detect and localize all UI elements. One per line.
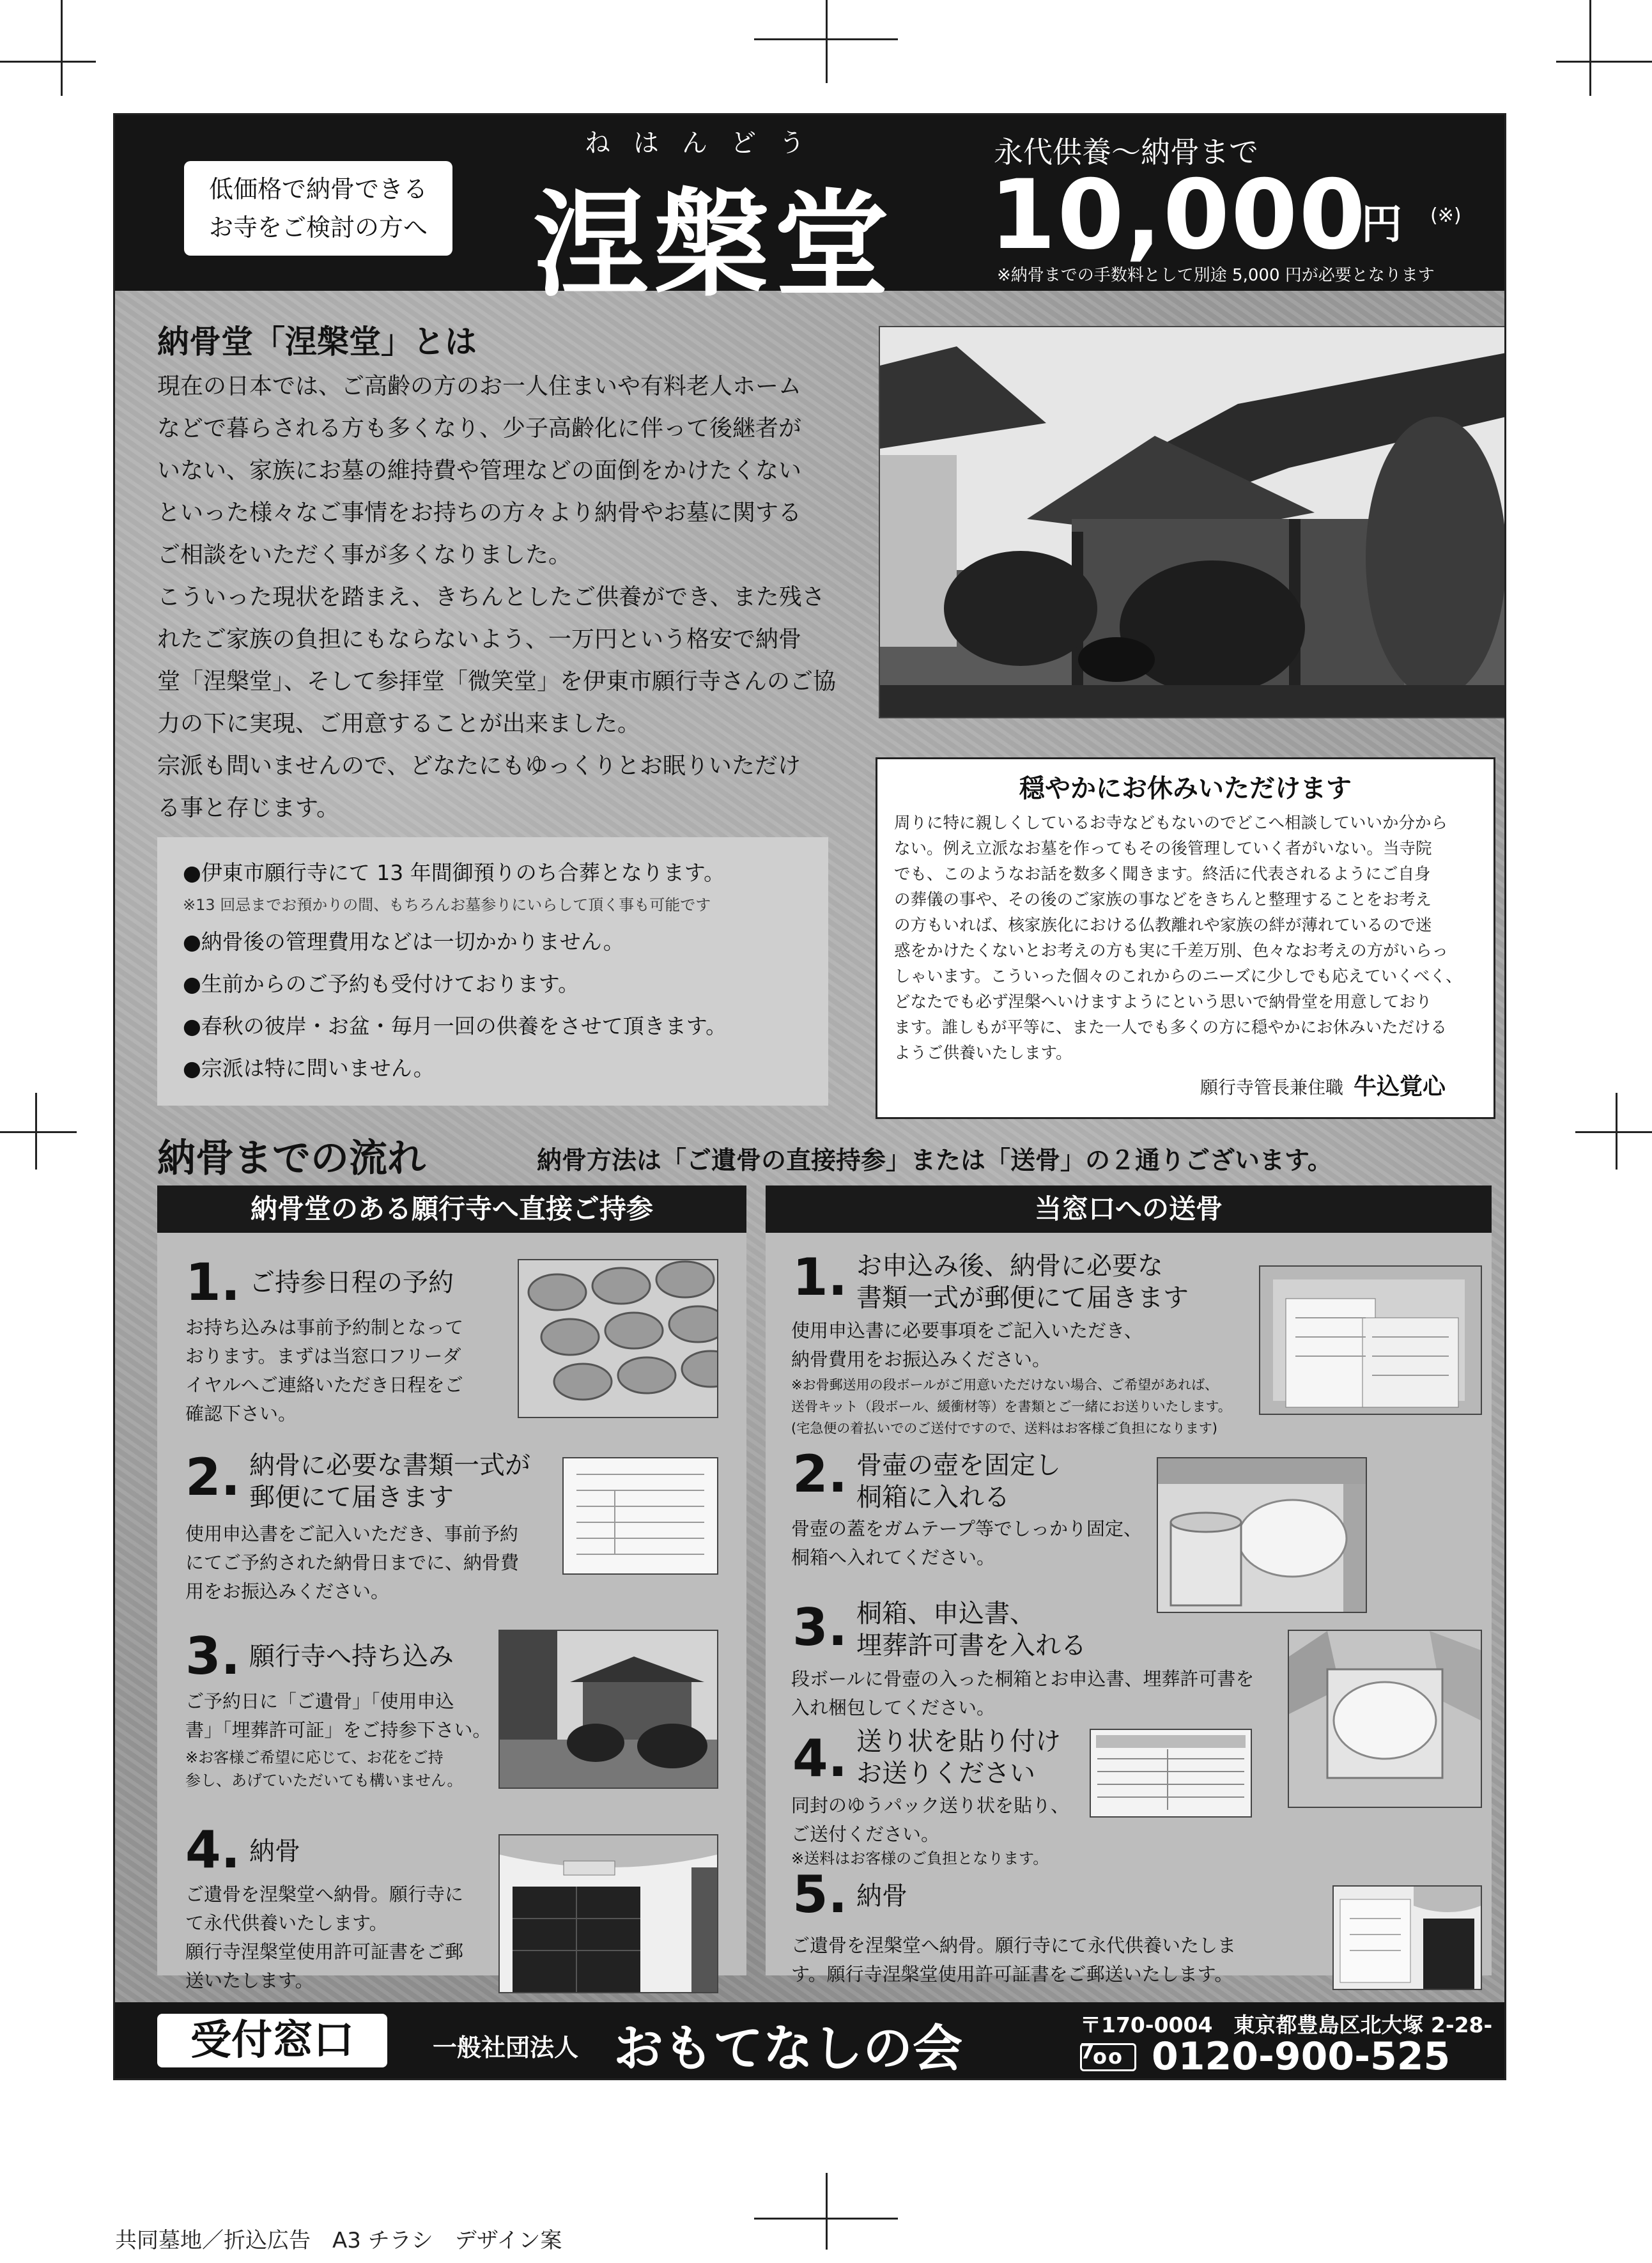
step-desc-line: 使用申込書をご記入いただき、事前予約 [185,1523,518,1545]
tag-line-2: お寺をご検討の方へ [208,213,428,242]
step-desc-line: にてご予約された納骨日までに、納骨費 [185,1552,520,1573]
step-title-line: 書類一式が郵便にて届きます [856,1283,1189,1313]
step-desc-line: 用をお振込みください。 [185,1580,390,1602]
urn-box-photo [1157,1457,1367,1613]
message-box [876,757,1495,1119]
header-banner [115,115,1504,313]
address: 〒170-0004 東京都豊島区北大塚 2-28-7 [1080,2012,1493,2064]
step-desc-line: 桐箱へ入れてください。 [791,1547,996,1568]
design-caption: 共同墓地／折込広告 A3 チラシ デザイン案 [115,2228,562,2253]
step-desc-line: お持ち込みは事前予約制となって [185,1317,464,1338]
message-line: の葬儀の事や、その後のご家族の事などをきちんと整理することをお考え [894,890,1432,909]
feature-item: ●春秋の彼岸・お盆・毎月一回の供養をさせて頂きます。 [183,1014,727,1039]
step-number: 2. [185,1448,241,1507]
step-desc [185,1880,463,1995]
form-document-image [562,1457,718,1575]
intro-line: 現在の日本では、ご高齢の方のお一人住まいや有料老人ホーム [157,373,802,399]
step-desc-line: 入れ梱包してください。 [791,1697,996,1718]
step-desc-line: 願行寺涅槃堂使用許可証書をご郵 [185,1941,464,1963]
intro-line: といった様々なご事情をお持ちの方々より納骨やお墓に関する [157,500,802,526]
step-number: 5. [792,1865,848,1924]
step-note-line: ※お骨郵送用の段ボールがご用意いただけない場合、ご希望があれば、 [791,1377,1219,1393]
temple-approach-photo [498,1630,718,1789]
message-line: 周りに特に親しくしているお寺などもないのでどこへ相談していいか分から [894,814,1447,833]
message-line: 惑をかけたくないとお考えの方も実に千差万別、色々なお考えの方がいらっ [894,941,1449,961]
reception-label: 受付窓口 [157,2014,387,2067]
step-desc [791,1791,1069,1849]
step-title-line: 郵便にて届きます [249,1483,454,1512]
step-desc-line: ご遺骨を涅槃堂へ納骨。願行寺に [185,1883,464,1905]
freedial-icon: oo [1080,2043,1136,2071]
step-title-line: 桐箱、申込書、 [856,1599,1035,1628]
step-number: 4. [185,1820,241,1880]
message-line: の方もいれば、核家族化における仏教離れや家族の絆が薄れているので迷 [894,916,1432,935]
signature-role: 願行寺管長兼住職 [1200,1077,1344,1098]
step-desc-line: ご予約日に「ご遺骨」「使用申込 [185,1690,454,1712]
step-desc [185,1313,463,1428]
price-yen: 円 [1361,201,1402,249]
step-title-line: お申込み後、納骨に必要な [856,1251,1163,1281]
price-note-mark: (※) [1430,205,1462,227]
shipping-label-image [1090,1729,1252,1818]
feature-item: ●伊東市願行寺にて 13 年間御預りのち合葬となります。 [183,860,725,885]
step-desc [185,1520,519,1606]
signature-name: 牛込覚心 [1354,1073,1446,1100]
title-ruby: ねはんどう [585,128,828,158]
footer-banner [115,2002,1504,2078]
step-desc-line: イヤルへご連絡いただき日程をご [185,1374,463,1396]
step-title-line: 埋葬許可書を入れる [856,1631,1086,1660]
intro-text [157,366,867,830]
step-title-line: 納骨に必要な書類一式が [249,1451,530,1480]
step-desc-line: 骨壺の蓋をガムテープ等でしっかり固定、 [791,1518,1142,1540]
step-number: 4. [792,1729,848,1788]
step-title-line: お送りください [856,1759,1035,1788]
message-line: でも、このようなお話を数多く聞きます。終活に代表されるようにご自身 [894,865,1431,884]
step-number: 1. [792,1247,848,1307]
calculator-photo [518,1259,718,1418]
step-title: ご持参日程の予約 [249,1268,454,1297]
flow-subheading: 納骨方法は「ご遺骨の直接持参」または「送骨」の２通りございます。 [537,1147,1332,1175]
left-column-title: 納骨堂のある願行寺へ直接ご持参 [157,1186,746,1233]
step-desc-line: 段ボールに骨壺の入った桐箱とお申込書、埋葬許可書を [791,1668,1254,1690]
step-desc-line: 確認下さい。 [185,1403,297,1425]
step-number: 2. [792,1444,848,1504]
message-title: 穏やかにお休みいただけます [1019,773,1352,803]
step-desc-line: 送いたします。 [185,1970,314,1991]
step-desc [791,1931,1236,1989]
step-desc [791,1515,1142,1572]
step-number: 3. [792,1598,848,1657]
step-note-line: 送骨キット（段ボール、緩衝材等）を書類とご一緒にお送りいたします。 [791,1399,1231,1414]
step-desc-line: す。願行寺涅槃堂使用許可証書をご郵送いたします。 [791,1963,1233,1985]
step-desc-line: 納骨費用をお振込みください。 [791,1348,1051,1370]
price-amount: 10,000 [989,160,1367,271]
intro-heading: 納骨堂「涅槃堂」とは [157,323,477,360]
message-line: ます。誰しもが平等に、また一人でも多くの方に穏やかにお休みいただける [894,1018,1447,1037]
step-note: ※送料はお客様のご負担となります。 [791,1850,1049,1867]
flow-heading: 納骨までの流れ [157,1136,426,1181]
step-title [856,1449,1061,1513]
step-desc [791,1317,1143,1374]
target-tag [184,161,452,256]
eidai-label: 永代供養〜納骨まで [994,135,1258,169]
feature-item: ●宗派は特に問いません。 [183,1056,435,1081]
org-name: おもてなしの会 [614,2020,963,2078]
step-number: 3. [185,1626,241,1686]
step-note-line: ※お客様ご希望に応じて、お花をご持 [185,1749,444,1766]
step-title [856,1250,1189,1314]
packed-box-photo [1288,1630,1482,1808]
intro-line: などで暮らされる方も多くなり、少子高齢化に伴って後継者が [157,415,802,442]
step-desc [185,1687,491,1745]
step-title-line: 骨壷の壺を固定し [856,1451,1061,1480]
flyer [113,113,1506,2080]
step-desc [791,1665,1254,1722]
org-type: 一般社団法人 [433,2034,579,2062]
intro-line: いない、家族にお墓の維持費や管理などの面倒をかけたくない [157,458,802,484]
step-desc-line: 書」「埋葬許可証」をご持参下さい。 [185,1719,491,1741]
step-title: 納骨 [249,1837,300,1866]
features-box [157,837,828,1106]
feature-note: ※13 回忌までお預かりの間、もちろんお墓参りにいらして頂く事も可能です [183,896,711,914]
intro-line: れたご家族の負担にもならないよう、一万円という格安で納骨 [157,626,802,653]
feature-item: ●納骨後の管理費用などは一切かかりません。 [183,929,624,954]
step-note [185,1746,462,1792]
step-desc-line: 同封のゆうパック送り状を貼り、 [791,1795,1070,1816]
intro-line: 力の下に実現、ご用意することが出来ました。 [157,711,641,737]
message-line: しゃいます。こういった個々のこれからのニーズに少しでも応えていくべく、 [894,967,1462,986]
step-note [791,1374,1231,1439]
step-title: 納骨 [856,1881,907,1911]
intro-line: 堂「涅槃堂」、そして参拝堂「微笑堂」を伊東市願行寺さんのご協 [157,668,837,695]
step-title-line: 送り状を貼り付け [856,1727,1061,1756]
message-line: ようご供養いたします。 [894,1044,1072,1063]
step-desc-line: ご送付ください。 [791,1823,940,1845]
step-desc-line: 使用申込書に必要事項をご記入いただき、 [791,1320,1143,1341]
intro-line: ご相談をいただく事が多くなりました。 [157,542,572,568]
message-line: どなたでも必ず涅槃へいけますようにという思いで納骨堂を用意しており [894,992,1432,1012]
tag-line-1: 低価格で納骨できる [208,175,428,203]
step-title [856,1726,1061,1789]
step-number: 1. [185,1253,241,1312]
step-note-line: (宅急便の着払いでのご送付ですので、送料はお客様ご負担になります) [791,1421,1217,1436]
step-note-line: 参し、あげていただいても構いません。 [185,1772,463,1789]
shipping-kit-photo [1259,1265,1482,1415]
message-text [894,810,1462,1066]
fee-note: ※納骨までの手数料として別途 5,000 円が必要となります [997,266,1435,285]
nirvana-hall-photo [498,1834,718,1993]
step-title [856,1598,1086,1662]
intro-line: こういった現状を踏まえ、きちんとしたご供養ができ、また残さ [157,584,825,610]
right-column-title: 当窓口への送骨 [766,1186,1492,1233]
step-desc-line: て永代供養いたします。 [185,1912,388,1934]
page-title: 涅槃堂 [534,178,895,313]
feature-item: ●生前からのご予約も受付けております。 [183,971,580,996]
step-title-line: 桐箱に入れる [856,1483,1010,1512]
certificate-photo [1332,1885,1482,1990]
intro-line: る事と存じます。 [157,795,340,821]
intro-line: 宗派も問いませんので、どなたにもゆっくりとお眠りいただけ [157,753,801,779]
temple-photo [879,326,1506,718]
step-desc-line: ご遺骨を涅槃堂へ納骨。願行寺にて永代供養いたしま [791,1935,1237,1956]
step-desc-line: おります。まずは当窓口フリーダ [185,1345,461,1367]
message-line: ない。例え立派なお墓を作ってもその後管理していく者がいない。当寺院 [894,839,1432,858]
step-title: 願行寺へ持ち込み [249,1642,454,1671]
phone-number: 0120-900-525 [1152,2034,1451,2079]
step-title [249,1449,530,1513]
